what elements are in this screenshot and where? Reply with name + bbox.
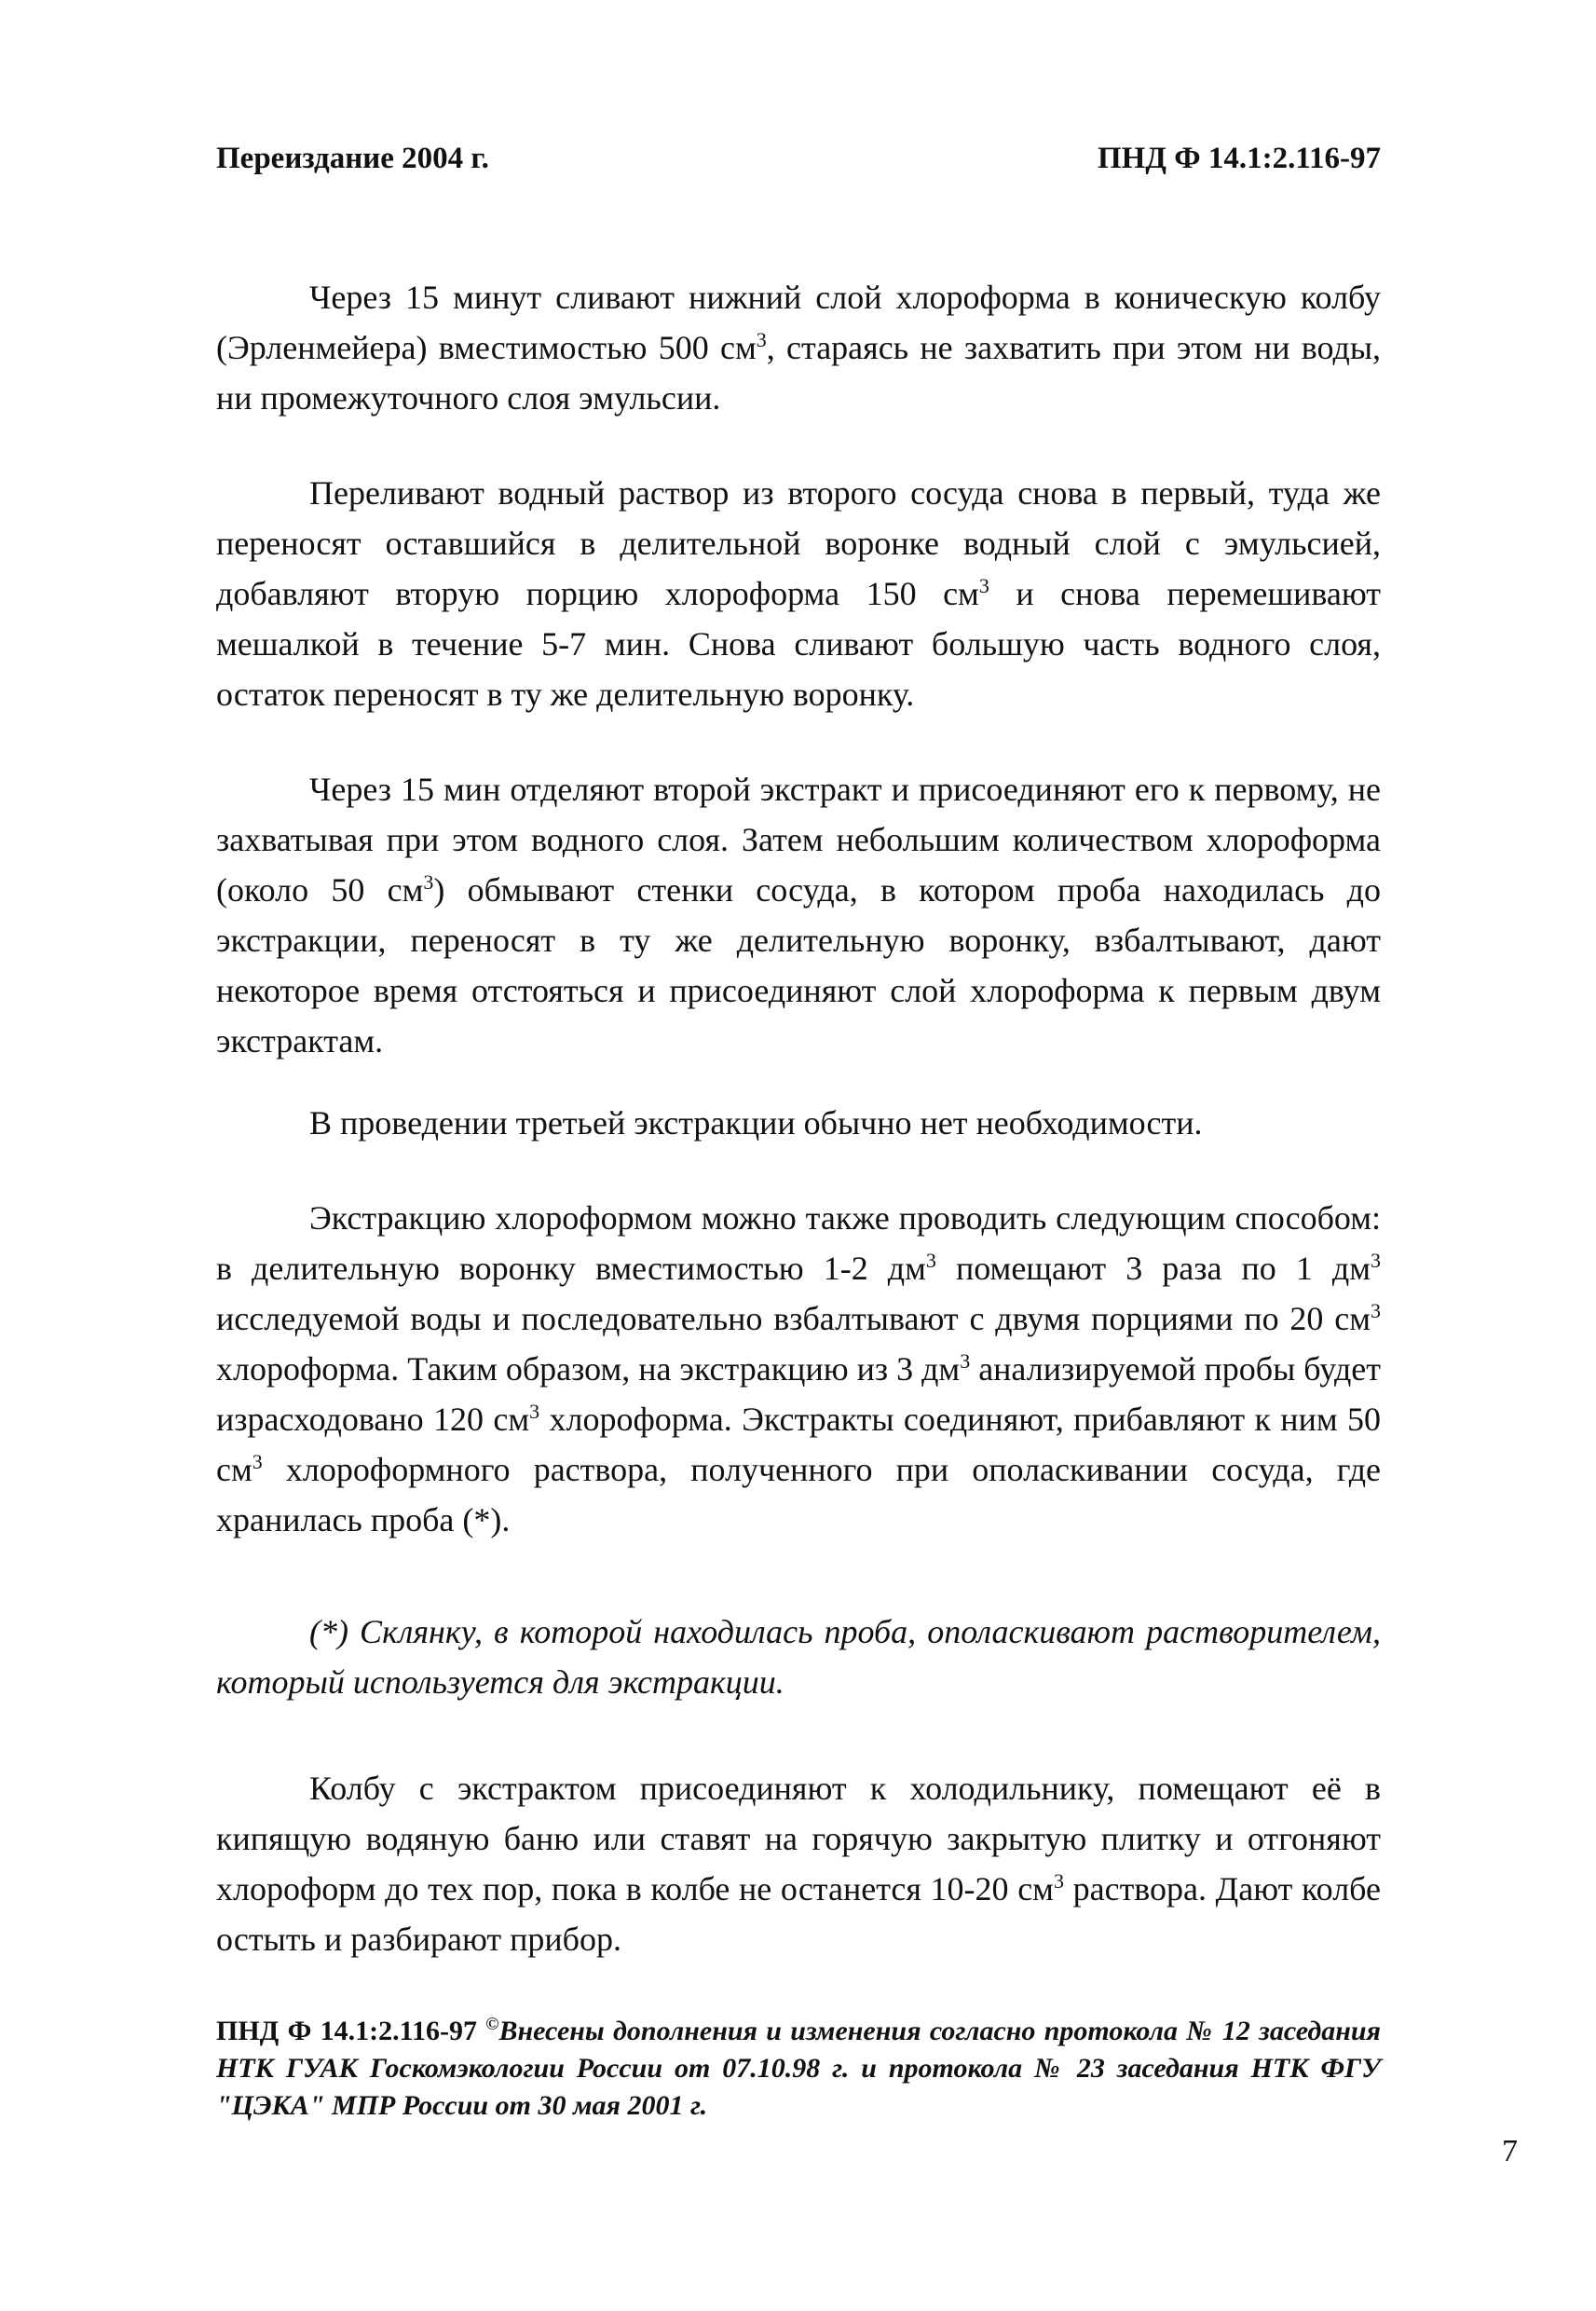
amendment-text: Внесены дополнения и изменения согласно протокола № 12 заседания НТК ГУАК Госкомэкологии России от 07.10.98 г. и протокола № 23 заседания НТК ФГУ "ЦЭКА" МПР России от 30 мая 2001 г. [216,2016,1381,2121]
paragraph-3: Через 15 мин отделяют второй экстракт и присоединяют его к первому, не захватывая при этом водного слоя. Затем небольшим количеством хлороформа (около 50 $см^3$) обмывают стенки сосуда, в котором проба находилась до экстракции, переносят в ту же делительную воронку, взбалтывают, дают некоторое время отстояться и присоединяют слой хлороформа к первым двум экстрактам. [216,771,1382,1060]
document-code: ПНД Ф 14.1:2.116-97 [1097,141,1381,175]
amendment-note [216,2013,1381,2125]
reissue-label: Переиздание 2004 г. [216,141,489,175]
paragraph-6: Колбу с экстрактом присоединяют к холодильнику, помещают её в кипящую водяную баню или ставят на горячую закрытую плитку и отгоняют хлороформ до тех пор, пока в колбе не останется 10-20 $см^3$ раствора. Дают колбе остыть и разбирают прибор. [216,1770,1381,1958]
paragraph-1: Через 15 минут сливают нижний слой хлороформа в коническую колбу (Эрленмейера) вместимостью 500 $см^3$, стараясь не захватить при этом ни воды, ни промежуточного слоя эмульсии. [216,279,1382,417]
main-text [216,272,1381,1964]
amendment-doc-ref: ПНД Ф 14.1:2.116-97 [216,2016,486,2046]
footnote-paragraph: (*) Склянку, в которой находилась проба, ополаскивают растворителем, который используется для экстракции. [216,1613,1381,1701]
paragraph-5: Экстракцию хлороформом можно также проводить следующим способом: в делительную воронку вместимостью 1-2 $дм^3$ помещают 3 раза по 1 $дм^3$ исследуемой воды и последовательно взбалтывают с двумя порциями по 20 $см^3$ хлороформа. Таким образом, на экстракцию из 3 $дм^3$ анализируемой пробы будет израсходовано 120 $см^3$ хлороформа. Экстракты соединяют, прибавляют к ним 50 $см^3$ хлороформного раствора, полученного при ополаскивании сосуда, где хранилась проба (*). [216,1199,1381,1538]
page-header [216,138,1381,179]
paragraph-2: Переливают водный раствор из второго сосуда снова в первый, туда же переносят оставшийся в делительной воронке водный слой с эмульсией, добавляют вторую порцию хлороформа 150 $см^3$ и снова перемешивают мешалкой в течение 5-7 мин. Снова сливают большую часть водного слоя, остаток переносят в ту же делительную воронку. [216,474,1381,713]
paragraph-4: В проведении третьей экстракции обычно нет необходимости. [309,1104,1203,1142]
page-number: 7 [1502,2134,1518,2168]
amendment-mark: © [485,2015,499,2034]
